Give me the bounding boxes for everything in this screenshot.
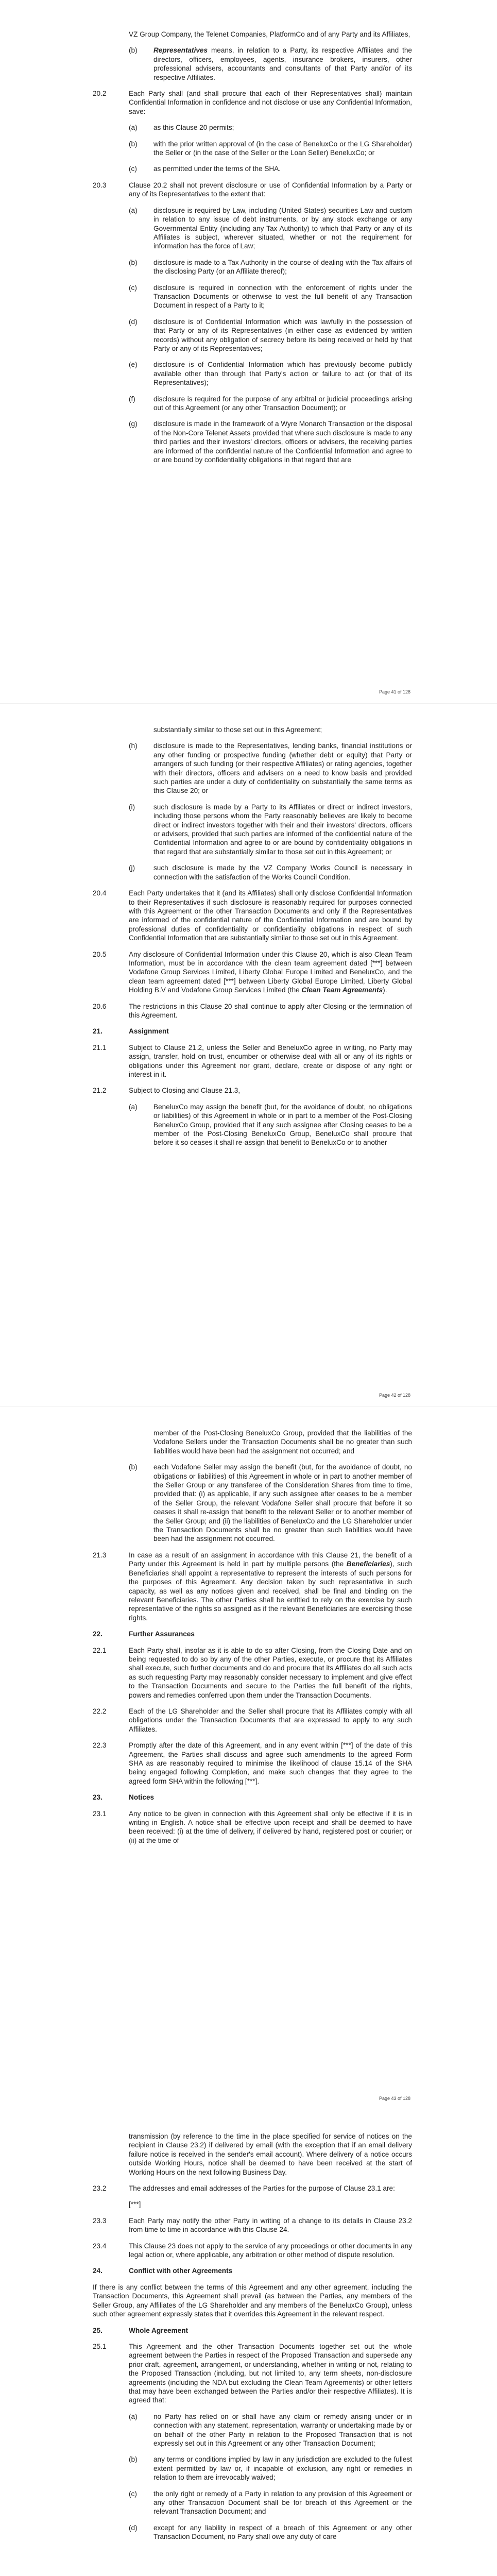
- clause-24-text: If there is any conflict between the terms of this Agreement and any other agreement, including the Transaction Documents, this Agreement shall prevail (as between the Parties, any members of the Seller Group, any Affiliates of the LG Shareholder and any members of the BeneluxCo Group), unless such other agreement expressly states that it overrides this Agreement in the relevant respect.: [93, 2283, 412, 2318]
- clause-text: Promptly after the date of this Agreement, and in any event within [***] of the date of this Agreement, the Parties shall discuss and agree such amendments to the agreed Form SHA as are reasonably required to minimise the likelihood of clause 15.14 of the SHA being engaged following Completion, and make such changes that they agree to the agreed form SHA within the following [***].: [129, 1741, 412, 1785]
- clause-text: Each of the LG Shareholder and the Seller shall procure that its Affiliates comply with all obligations under the Transaction Documents that are expressed to apply to any such Affiliates.: [129, 1707, 412, 1733]
- clause-text: Each Party undertakes that it (and its Affiliates) shall only disclose Confidential Information to their Representatives if such disclosure is reasonably required for purposes connected with this Agreement or the other Transaction Documents and only if the Representatives are informed of the confidential nature of the Confidential Information and are bound by professional duties of confidentiality or confidentiality obligations in respect of such Confidential Information that are substantially similar to those set out in this Agreement.: [129, 889, 412, 942]
- list-item: [129, 803, 412, 856]
- list-item: [129, 317, 412, 353]
- clause-number: 23.3: [93, 2216, 107, 2225]
- heading-conflict: [93, 2266, 412, 2275]
- clause-number: 20.6: [93, 1002, 107, 1010]
- clause-23-1-continuation: transmission (by reference to the time in the place specified for service of notices on the recipient in Clause 23.2) if delivered by email (with the exception that if an email delivery failure notice is received in the sender's email account). Where delivery of a notice occurs outside Working Hours, notice shall be deemed to have been received at the start of Working Hours on the next following Business Day.: [129, 2132, 412, 2176]
- heading-further-assurances: [93, 1630, 412, 1638]
- list-item: [129, 206, 412, 251]
- item-label: (i): [129, 803, 135, 811]
- item-text: disclosure is of Confidential Information which has previously become publicly available other than through that Party's action or failure to act (or that of its Representatives);: [153, 361, 412, 387]
- clause-20-3: [93, 181, 412, 199]
- clause-23-2: [93, 2184, 412, 2193]
- list-item: [129, 395, 412, 413]
- clause-number: 20.4: [93, 889, 107, 897]
- item-label: (c): [129, 283, 137, 292]
- item-text: disclosure is made to the Representatives, lending banks, financial institutions or any other funding or prospective funding (whether debt or equity) that Party or arrangers of such funding (or their respective Affiliates) or rating agencies, together with their directors, officers and advisers on a need to know basis and provided such parties are under a duty of confidentiality on substantially the same terms as this Clause 20; or: [153, 742, 412, 795]
- item-label: (d): [129, 317, 138, 326]
- item-text: except for any liability in respect of a breach of this Agreement or any other Transaction Document, no Party shall owe any duty of care: [153, 2523, 412, 2541]
- item-label: (c): [129, 2489, 137, 2498]
- item-label: (j): [129, 864, 135, 872]
- item-label: (b): [129, 46, 138, 55]
- item-text: no Party has relied on or shall have any claim or remedy arising under or in connection with any statement, representation, warranty or undertaking made by or on behalf of the other Party in relation to the Proposed Transaction that is not expressly set out in this Agreement or any other Transaction Document;: [153, 2412, 412, 2447]
- heading-number: 23.: [93, 1793, 102, 1802]
- list-item: [129, 123, 412, 132]
- item-text: BeneluxCo may assign the benefit (but, for the avoidance of doubt, no obligations or liabilities) of this Agreement in whole or in part to a member of the Post-Closing BeneluxCo Group, provided that if any such assignee after Closing ceases to be a member of the Post-Closing BeneluxCo Group, BeneluxCo shall procure that before it so ceases it shall re-assign that benefit to BeneluxCo or to another: [153, 1103, 412, 1147]
- clause-23-1: [93, 1809, 412, 1845]
- heading-title: Notices: [129, 1793, 155, 1802]
- clause-25-1: [93, 2342, 412, 2405]
- clause-21-2-a: [129, 1103, 412, 1147]
- list-item: [129, 2489, 412, 2516]
- list-item: [129, 360, 412, 387]
- item-text: such disclosure is made by a Party to its Affiliates or direct or indirect investors, including those persons whom the Party reasonably believes are likely to become direct or indirect investors together with their and their investors' directors, officers or advisers, provided that such parties are informed of the confidential nature of the Confidential Information and agree to or are bound by confidentiality obligations in that regard that are substantially similar to those set out in this Agreement; or: [153, 803, 412, 856]
- item-text: disclosure is made to a Tax Authority in the course of dealing with the Tax affairs of the disclosing Party (or an Affiliate thereof);: [153, 258, 412, 276]
- item-text: [153, 46, 412, 82]
- clause-21-2: [93, 1086, 412, 1095]
- item-label: (a): [129, 1103, 138, 1111]
- item-label: (h): [129, 742, 138, 750]
- clause-number: 21.3: [93, 1551, 107, 1559]
- item-text: disclosure is of Confidential Information which was lawfully in the possession of that Party or any of its Representatives (in either case as evidenced by written records) without any obligation of secrecy before its being received or held by that Party or any of its Representatives;: [153, 317, 412, 352]
- clause-text-part: Any disclosure of Confidential Information under this Clause 20, which is also Clean Team Information, must be in accordance with the clean team agreement dated [***] between Vodafone Group Services Limited, Liberty Global Europe Limited and BeneluxCo, and the clean team agreement dated [***] between Liberty Global Europe Limited, Liberty Global Holding B.V and Vodafone Group Services Limited (the: [129, 950, 412, 994]
- clause-text: Each Party may notify the other Party in writing of a change to its details in Clause 23.2 from time to time in accordance with this Clause 24.: [129, 2216, 412, 2234]
- page-footer: Page 42 of 128: [379, 1393, 410, 1398]
- item-label: (f): [129, 395, 135, 403]
- item-label: (d): [129, 2523, 138, 2532]
- clause-number: 21.2: [93, 1087, 107, 1095]
- clause-number: 20.5: [93, 950, 107, 958]
- redacted-addresses: [***]: [129, 2200, 141, 2209]
- heading-number: 21.: [93, 1027, 102, 1036]
- clause-22-3: [93, 1741, 412, 1786]
- clause-text: The addresses and email addresses of the Parties for the purpose of Clause 23.1 are:: [129, 2184, 395, 2193]
- clause-21-2-b: [129, 1463, 412, 1544]
- clause-23-4: [93, 2242, 412, 2260]
- item-text: as this Clause 20 permits;: [153, 124, 234, 132]
- item-text: any terms or conditions implied by law in any jurisdiction are excluded to the fullest extent permitted by law or, if incapable of exclusion, any right or remedies in relation to them are irrevocably waived;: [153, 2455, 412, 2482]
- item-label: (b): [129, 2455, 138, 2464]
- item-label: (a): [129, 2412, 138, 2420]
- heading-notices: [93, 1793, 412, 1802]
- clause-23-3: [93, 2216, 412, 2234]
- list-item: [129, 863, 412, 882]
- item-label: (b): [129, 140, 138, 148]
- clause-21-1: [93, 1043, 412, 1079]
- item-text: as permitted under the terms of the SHA.: [153, 165, 281, 173]
- clause-text: This Clause 23 does not apply to the service of any proceedings or other documents in any legal action or, where applicable, any arbitration or other method of dispute resolution.: [129, 2242, 412, 2259]
- clause-text: Each Party shall, insofar as it is able to do so after Closing, from the Closing Date and on being requested to do so by any of the other Parties, execute, or procure that its Affiliates shall execute, such further documents and do and procure that its Affiliates do all such acts as such requesting Party may reasonably consider necessary to implement and give effect to the Transaction Documents and secure to the Parties the full benefit of the rights, powers and remedies conferred upon them under the Transaction Documents.: [129, 1646, 412, 1699]
- page-41: [0, 0, 497, 703]
- list-item: [129, 2412, 412, 2448]
- defined-term: Representatives: [153, 46, 208, 55]
- clause-20-3-items: [129, 206, 412, 465]
- clause-number: 23.4: [93, 2242, 107, 2250]
- clause-number: 22.2: [93, 1707, 107, 1715]
- item-label: (b): [129, 1463, 138, 1471]
- page-footer: Page 41 of 128: [379, 689, 410, 694]
- clause-20-3-items-cont: [129, 741, 412, 882]
- clause-text: Each Party shall (and shall procure that each of their Representatives shall) maintain Confidential Information in confidence and not disclose or use any Confidential Information, save:: [129, 90, 412, 115]
- clause-number: 22.1: [93, 1646, 107, 1654]
- clause-20-1-a-continuation: VZ Group Company, the Telenet Companies, PlatformCo and of any Party and its Affiliates,: [129, 30, 410, 38]
- clause-20-4: [93, 889, 412, 942]
- page-43: [0, 1407, 497, 2110]
- list-item: [129, 2523, 412, 2541]
- clause-21-3: [93, 1551, 412, 1622]
- item-text: each Vodafone Seller may assign the benefit (but, for the avoidance of doubt, no obligations or liabilities) of this Agreement in whole or in part to another member of the Seller Group or any transferee of the Consideration Shares from time to time, provided that: (i) as applicable, if any such assignee after ceases to be a member of the Seller Group, the relevant Vodafone Seller shall procure that before it so ceases it shall re-assign that benefit to the relevant Seller or to another member of the Seller Group; and (ii) the liabilities of BeneluxCo and the LG Shareholder under the Transaction Documents shall be no greater than such liabilities would have been had the assignment not occurred.: [153, 1463, 412, 1543]
- clause-21-2-a-continuation: member of the Post-Closing BeneluxCo Group, provided that the liabilities of the Vodafone Sellers under the Transaction Documents shall be no greater than such liabilities would have been had the assignment not occurred; and: [153, 1429, 412, 1455]
- heading-number: 24.: [93, 2267, 102, 2275]
- clause-20-5: [93, 950, 412, 995]
- item-text: with the prior written approval of (in the case of BeneluxCo or the LG Shareholder) the Seller or (in the case of the Seller or the Loan Seller) BeneluxCo; or: [153, 140, 412, 157]
- clause-20-2: [93, 89, 412, 116]
- defined-term: Beneficiaries: [346, 1560, 390, 1568]
- heading-title: Further Assurances: [129, 1630, 195, 1638]
- heading-title: Conflict with other Agreements: [129, 2267, 233, 2275]
- item-text: disclosure is required for the purpose of any arbitral or judicial proceedings arising out of this Agreement (or any other Transaction Document); or: [153, 395, 412, 412]
- item-text: disclosure is made in the framework of a Wyre Monarch Transaction or the disposal of the Non-Core Telenet Assets provided that where such disclosure is made to any third parties and their investors' directors, officers or advisers, the receiving parties are informed of the confidential nature of the Confidential Information and agree to or are bound by confidentiality obligations in that regard that are: [153, 420, 412, 464]
- list-item: [129, 140, 412, 158]
- item-text: such disclosure is made by the VZ Company Works Council is necessary in connection with the satisfaction of the Works Council Condition.: [153, 864, 412, 881]
- clause-text-part: In case as a result of an assignment in accordance with this Clause 21, the benefit of a Party under this Agreement is held in part by multiple persons (the: [129, 1551, 412, 1568]
- clause-20-6: [93, 1002, 412, 1020]
- clause-number: 20.3: [93, 181, 107, 189]
- item-label: (b): [129, 258, 138, 266]
- clause-number: 23.1: [93, 1809, 107, 1818]
- definition-text: means, in relation to a Party, its respective Affiliates and the directors, officers, employees, agents, insurance brokers, insurers, other professional advisers, accountants and consultants of that Party and/or of its respective Affiliates.: [153, 46, 412, 81]
- item-label: (c): [129, 165, 137, 173]
- item-label: (a): [129, 206, 138, 214]
- clause-22-2: [93, 1707, 412, 1734]
- item-label: (a): [129, 124, 138, 132]
- clause-22-1: [93, 1646, 412, 1700]
- clause-text-part: ).: [383, 986, 387, 994]
- list-item: [129, 258, 412, 276]
- clause-number: 25.1: [93, 2342, 107, 2350]
- clause-text: [129, 950, 412, 995]
- clause-number: 23.2: [93, 2184, 107, 2193]
- item-text: disclosure is required by Law, including (United States) securities Law and custom in relation to any issue of debt instruments, or by any stock exchange or any Governmental Entity (including any Tax Authority) to which that Party or any of its Affiliates is subject, wherever situated, whether or not the requirement for information has the force of Law;: [153, 206, 412, 250]
- clause-text: Subject to Clause 21.2, unless the Seller and BeneluxCo agree in writing, no Party may assign, transfer, hold on trust, encumber or otherwise deal with all or any of its rights or obligations under this Agreement nor grant, declare, create or dispose of any right or interest in it.: [129, 1043, 412, 1078]
- page-42: [0, 704, 497, 1406]
- list-item: [129, 419, 412, 464]
- page-44: [0, 2110, 497, 2576]
- clause-text: Any notice to be given in connection with this Agreement shall only be effective if it is in writing in English. A notice shall be effective upon receipt and shall be deemed to have been received: (i) at the time of delivery, if delivered by hand, registered post or courier; or (ii) at the time of: [129, 1809, 412, 1844]
- heading-title: Whole Agreement: [129, 2326, 188, 2334]
- defined-term: Clean Team Agreements: [301, 986, 383, 994]
- clause-text: This Agreement and the other Transaction Documents together set out the whole agreement between the Parties in respect of the Proposed Transaction and supersede any prior draft, agreement, arrangement, or understanding, whether in writing or not, relating to the Proposed Transaction (including, but not limited to, any term sheets, non-disclosure agreements (including the NDA but excluding the Clean Team Agreements) or other letters that may have been exchanged between the Parties and/or their respective Affiliates). It is agreed that:: [129, 2342, 412, 2404]
- clause-number: 21.1: [93, 1043, 107, 1052]
- heading-title: Assignment: [129, 1027, 169, 1036]
- list-item: [129, 741, 412, 795]
- heading-whole-agreement: [93, 2326, 412, 2335]
- item-label: (e): [129, 361, 138, 369]
- list-item: [129, 2455, 412, 2482]
- list-item: [129, 164, 412, 173]
- item-text: the only right or remedy of a Party in relation to any provision of this Agreement or any other Transaction Document shall be for breach of this Agreement or the relevant Transaction Document; and: [153, 2489, 412, 2516]
- clause-20-3-g-continuation: substantially similar to those set out in this Agreement;: [153, 726, 322, 734]
- list-item: [129, 283, 412, 310]
- clause-25-1-items: [129, 2412, 412, 2541]
- clause-20-1-b: [129, 46, 412, 82]
- clause-20-2-items: [129, 123, 412, 174]
- heading-number: 22.: [93, 1630, 102, 1638]
- heading-assignment: [93, 1027, 412, 1036]
- clause-text: The restrictions in this Clause 20 shall continue to apply after Closing or the termination of this Agreement.: [129, 1002, 412, 1019]
- clause-text-part: ), such Beneficiaries shall appoint a representative to represent the interests of such persons for the purposes of this Agreement. Any decision taken by such representative in such capacity, as well as any notices given and received, shall be final and binding on the relevant Beneficiaries. The other Parties shall be entitled to rely on the exercise by such representative of the rights so assigned as if the relevant Beneficiaries are exercising those rights.: [129, 1560, 412, 1622]
- heading-number: 25.: [93, 2326, 102, 2334]
- item-label: (g): [129, 420, 138, 428]
- clause-text: Subject to Closing and Clause 21.3,: [129, 1087, 241, 1095]
- page-footer: Page 43 of 128: [379, 2096, 410, 2101]
- clause-text: [129, 1551, 412, 1622]
- clause-number: 20.2: [93, 90, 107, 98]
- clause-text: Clause 20.2 shall not prevent disclosure or use of Confidential Information by a Party or any of its Representatives to the extent that:: [129, 181, 412, 198]
- item-text: disclosure is required in connection with the enforcement of rights under the Transaction Documents or otherwise to vest the full benefit of any Transaction Document in respect of a Party to it;: [153, 283, 412, 310]
- clause-number: 22.3: [93, 1741, 107, 1750]
